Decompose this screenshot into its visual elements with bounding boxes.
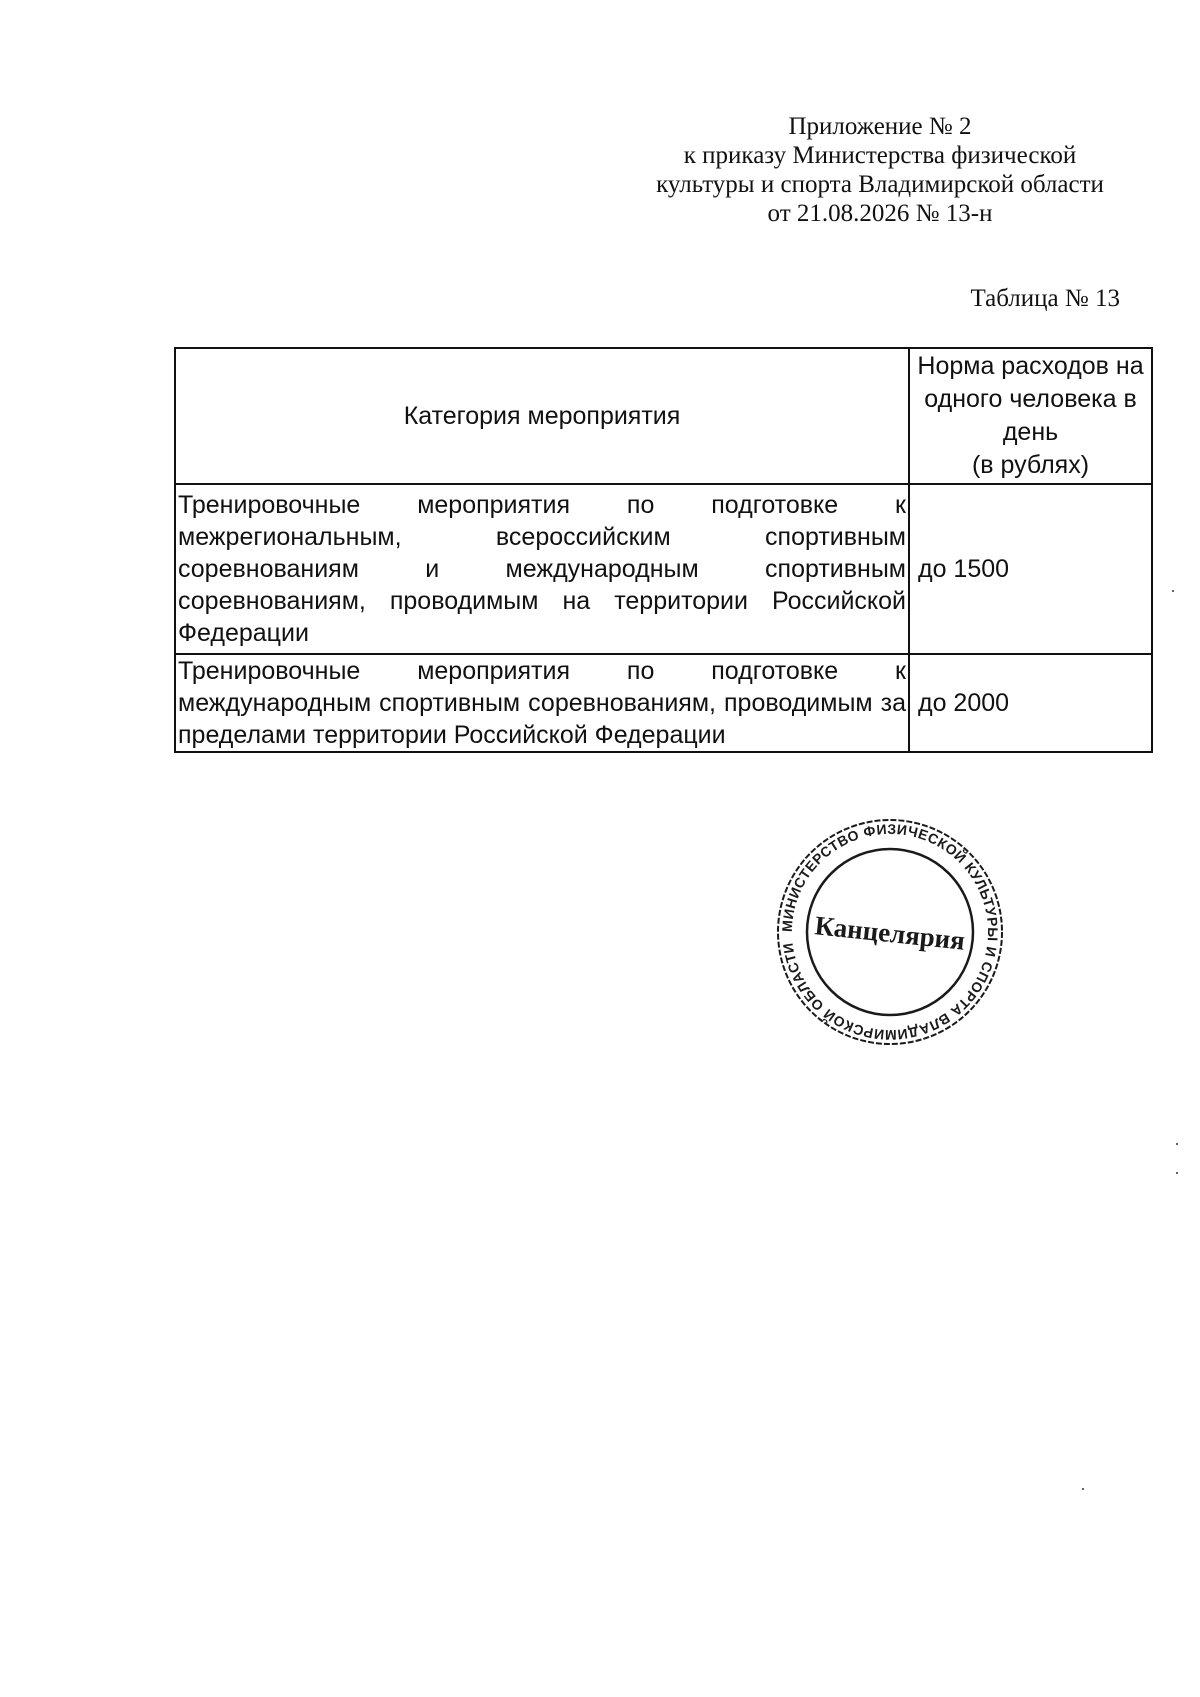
ministry-stamp: [775, 817, 1005, 1047]
appendix-order-ref: к приказу Министерства физической: [683, 142, 1077, 169]
header-norm-line: (в рублях): [971, 451, 1090, 479]
row-norm: до 2000: [909, 654, 1152, 752]
row-category: Тренировочные мероприятия по подготовке к межрегиональным, всероссийским спортивным соревнованиям и международным спортивным соревнованиям, проводимым на территории Российской Федерации: [175, 484, 909, 654]
scan-dot: [1176, 1143, 1178, 1145]
table-row: [175, 484, 1152, 654]
stamp-center-text: Канцелярия: [813, 910, 967, 956]
row-norm: до 1500: [909, 484, 1152, 654]
appendix-ministry: культуры и спорта Владимирской области: [656, 171, 1104, 198]
header-norm: [909, 348, 1152, 484]
scan-dot: [1172, 590, 1174, 592]
table-caption: Таблица № 13: [970, 285, 1120, 312]
appendix-header: [600, 112, 1160, 228]
scan-dot: [1176, 1172, 1178, 1174]
appendix-number: Приложение № 2: [788, 113, 972, 140]
header-category: Категория мероприятия: [175, 348, 909, 484]
header-norm-line: Норма расходов на: [917, 352, 1144, 380]
expense-norms-table: [174, 347, 1153, 753]
header-norm-line: день: [1002, 418, 1059, 446]
appendix-date: от 21.08.2026 № 13-н: [767, 200, 993, 227]
row-category: Тренировочные мероприятия по подготовке к международным спортивным соревнованиям, проводимым за пределами территории Российской Федерации: [175, 654, 909, 752]
scan-dot: [1082, 1488, 1084, 1490]
table-row: [175, 654, 1152, 752]
stamp-outer-text: МИНИСТЕРСТВО ФИЗИЧЕСКОЙ КУЛЬТУРЫ И СПОРТА ВЛАДИМИРСКОЙ ОБЛАСТИ: [778, 820, 1002, 1044]
header-norm-line: одного человека в: [924, 385, 1137, 413]
table-header-row: [175, 348, 1152, 484]
